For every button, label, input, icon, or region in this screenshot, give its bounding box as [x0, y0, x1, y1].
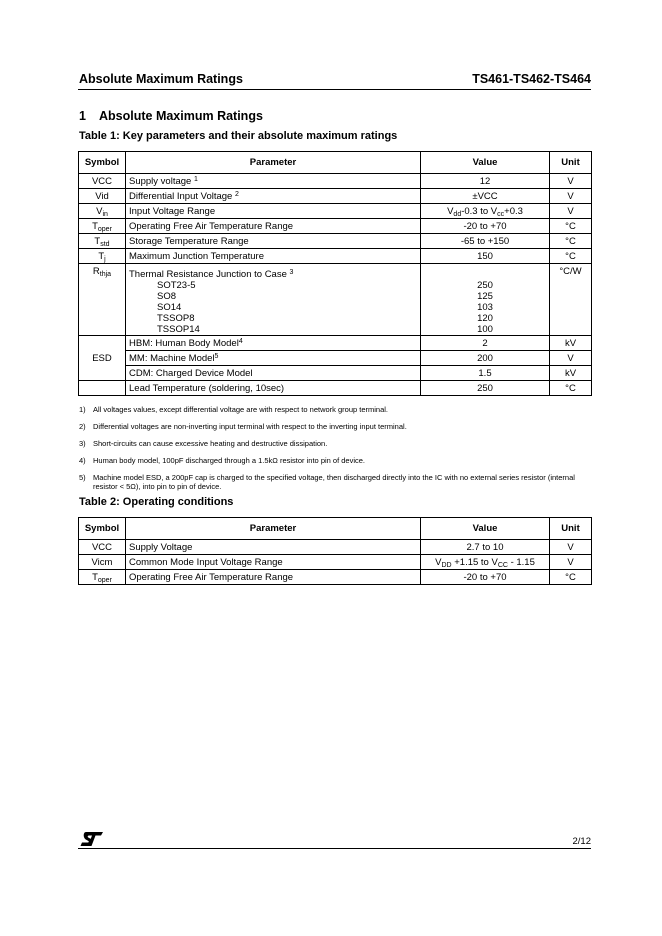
table-row — [79, 555, 592, 570]
section-title: Absolute Maximum Ratings — [99, 109, 263, 123]
symbol-text: T — [94, 235, 101, 247]
value-text: -0.3 to V — [461, 205, 498, 217]
footnote — [79, 473, 591, 491]
footnotes — [79, 405, 591, 499]
table-row — [79, 264, 592, 336]
table-row — [79, 204, 592, 219]
header-unit: Unit — [550, 152, 592, 174]
symbol-cell — [79, 264, 126, 336]
parameter-cell: Lead Temperature (soldering, 10sec) — [126, 381, 421, 396]
table-header-row — [79, 152, 592, 174]
parameter-cell: Input Voltage Range — [126, 204, 421, 219]
value-cell: 12 — [421, 174, 550, 189]
value-text: V — [435, 556, 442, 568]
symbol-cell: Vicm — [79, 555, 126, 570]
symbol-text: R — [92, 266, 100, 277]
table-row — [79, 381, 592, 396]
symbol-cell — [79, 234, 126, 249]
symbol-subscript: thja — [99, 271, 112, 278]
value-subscript: DD — [441, 561, 452, 569]
symbol-cell: Vid — [79, 189, 126, 204]
package-value: 100 — [477, 324, 493, 335]
footnote-text: Machine model ESD, a 200pF cap is charged to the specified voltage, then discharged directly into the IC with no external series resistor (internal resistor < 5Ω), into pin to pin of device. — [93, 473, 575, 491]
header-part-numbers: TS461-TS462-TS464 — [472, 72, 591, 86]
parameter-cell — [126, 351, 421, 366]
package-value: 103 — [477, 302, 493, 313]
unit-cell: V — [550, 174, 592, 189]
parameter-text: Supply voltage — [129, 175, 194, 187]
package-item: TSSOP14 — [157, 324, 200, 335]
footnote-ref: 2 — [234, 190, 239, 198]
parameter-cell — [126, 189, 421, 204]
table-row — [79, 219, 592, 234]
unit-cell: °C — [550, 381, 592, 396]
parameter-cell — [126, 264, 421, 336]
unit-cell: V — [550, 540, 592, 555]
value-cell: 1.5 — [421, 366, 550, 381]
footnote-ref: 3 — [289, 269, 294, 276]
header-parameter: Parameter — [126, 518, 421, 540]
parameter-text: HBM: Human Body Model — [129, 337, 239, 349]
value-cell: 250 — [421, 381, 550, 396]
table-row — [79, 249, 592, 264]
symbol-cell: VCC — [79, 174, 126, 189]
table-row — [79, 570, 592, 585]
value-cell: -65 to +150 — [421, 234, 550, 249]
table2-caption: Table 2: Operating conditions — [79, 496, 234, 508]
symbol-cell: ESD — [79, 336, 126, 381]
unit-cell: °C — [550, 249, 592, 264]
table-row — [79, 351, 592, 366]
section-number: 1 — [79, 109, 86, 123]
table-row — [79, 174, 592, 189]
footnote-number: 2) — [79, 422, 86, 431]
table-row — [79, 366, 592, 381]
unit-cell: °C — [550, 234, 592, 249]
value-cell: -20 to +70 — [421, 570, 550, 585]
parameter-cell: CDM: Charged Device Model — [126, 366, 421, 381]
symbol-cell — [79, 381, 126, 396]
footnote-number: 3) — [79, 439, 86, 448]
footnote-text: Human body model, 100pF discharged through a 1.5kΩ resistor into pin of device. — [93, 456, 366, 465]
parameter-cell: Maximum Junction Temperature — [126, 249, 421, 264]
unit-cell: V — [550, 555, 592, 570]
value-cell: 200 — [421, 351, 550, 366]
footnote-text: Differential voltages are non-inverting input terminal with respect to the inverting input terminal. — [93, 422, 407, 431]
value-cell: 2 — [421, 336, 550, 351]
absolute-max-ratings-table — [78, 151, 592, 396]
value-subscript: cc — [497, 210, 505, 218]
parameter-cell — [126, 336, 421, 351]
footnote-ref: 4 — [238, 337, 243, 345]
operating-conditions-table — [78, 517, 592, 585]
table-row — [79, 189, 592, 204]
table-row — [79, 540, 592, 555]
value-subscript: CC — [497, 561, 508, 569]
unit-cell: V — [550, 351, 592, 366]
unit-cell: V — [550, 189, 592, 204]
symbol-cell — [79, 219, 126, 234]
table-row — [79, 234, 592, 249]
unit-cell: V — [550, 204, 592, 219]
footnote-number: 1) — [79, 405, 86, 414]
value-cell: 2.7 to 10 — [421, 540, 550, 555]
value-text: V — [447, 205, 454, 217]
value-cell — [421, 204, 550, 219]
footnote — [79, 422, 591, 431]
table-row — [79, 336, 592, 351]
header-value: Value — [421, 152, 550, 174]
footnote — [79, 405, 591, 414]
parameter-cell: Storage Temperature Range — [126, 234, 421, 249]
footnote-number: 5) — [79, 473, 86, 482]
footnote-text: Short-circuits can cause excessive heating and destructive dissipation. — [93, 439, 328, 448]
table-header-row — [79, 518, 592, 540]
value-text: - 1.15 — [507, 556, 535, 568]
page-number: 2/12 — [572, 836, 591, 847]
unit-cell: kV — [550, 336, 592, 351]
symbol-subscript: in — [102, 210, 108, 218]
symbol-cell — [79, 204, 126, 219]
symbol-cell: VCC — [79, 540, 126, 555]
table1-caption: Table 1: Key parameters and their absolute maximum ratings — [79, 130, 398, 142]
footnote-text: All voltages values, except differential voltage are with respect to network group terminal. — [93, 405, 389, 414]
header-unit: Unit — [550, 518, 592, 540]
footnote-number: 4) — [79, 456, 86, 465]
value-cell: ±VCC — [421, 189, 550, 204]
symbol-subscript: oper — [97, 225, 112, 233]
header-divider — [78, 89, 591, 90]
symbol-text: T — [92, 220, 98, 232]
parameter-text: Differential Input Voltage — [129, 190, 235, 202]
symbol-cell — [79, 570, 126, 585]
unit-cell: °C — [550, 219, 592, 234]
parameter-cell: Operating Free Air Temperature Range — [126, 219, 421, 234]
footnote-ref: 5 — [214, 352, 219, 360]
value-text: +1.15 to V — [451, 556, 498, 568]
footnote — [79, 439, 591, 448]
unit-cell: °C — [550, 570, 592, 585]
unit-cell: °C/W — [550, 264, 592, 336]
parameter-text: Thermal Resistance Junction to Case — [129, 269, 290, 280]
parameter-cell: Supply Voltage — [126, 540, 421, 555]
footer-divider — [78, 848, 591, 849]
value-text: +0.3 — [504, 205, 523, 217]
unit-cell: kV — [550, 366, 592, 381]
symbol-cell — [79, 249, 126, 264]
header-doc-title: Absolute Maximum Ratings — [79, 72, 243, 86]
symbol-text: V — [96, 205, 103, 217]
package-value: 125 — [477, 291, 493, 302]
parameter-cell: Common Mode Input Voltage Range — [126, 555, 421, 570]
header-parameter: Parameter — [126, 152, 421, 174]
value-cell — [421, 264, 550, 336]
package-item: SO14 — [157, 302, 182, 313]
header-value: Value — [421, 518, 550, 540]
value-cell — [421, 555, 550, 570]
symbol-subscript: j — [104, 255, 106, 263]
symbol-subscript: oper — [97, 576, 112, 584]
symbol-text: T — [92, 571, 98, 583]
header-symbol: Symbol — [79, 152, 126, 174]
symbol-text: T — [98, 250, 105, 262]
package-value: 250 — [477, 280, 493, 291]
value-cell: 150 — [421, 249, 550, 264]
value-subscript: dd — [453, 210, 462, 218]
parameter-text: MM: Machine Model — [129, 352, 215, 364]
parameter-cell — [126, 174, 421, 189]
parameter-cell: Operating Free Air Temperature Range — [126, 570, 421, 585]
package-item: SOT23-5 — [157, 280, 196, 291]
footnote — [79, 456, 591, 465]
symbol-subscript: std — [100, 240, 110, 248]
section-heading — [79, 109, 263, 123]
package-item: SO8 — [157, 291, 177, 302]
footnote-ref: 1 — [193, 175, 198, 183]
header-symbol: Symbol — [79, 518, 126, 540]
value-cell: -20 to +70 — [421, 219, 550, 234]
package-item: TSSOP8 — [157, 313, 195, 324]
package-value: 120 — [477, 313, 493, 324]
st-logo-icon — [80, 831, 104, 847]
